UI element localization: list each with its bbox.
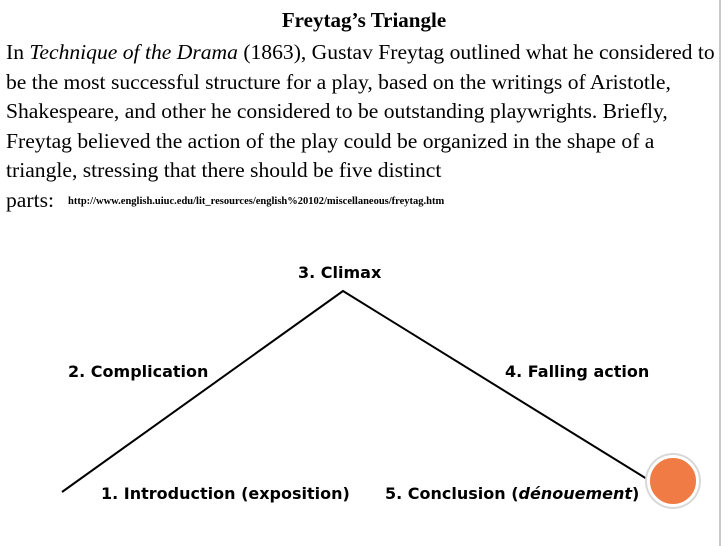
triangle-lines [62,291,668,492]
label-complication: 2. Complication [68,362,209,381]
conclusion-suffix: ) [632,484,640,503]
label-falling-action: 4. Falling action [505,362,650,381]
accent-circle-decoration [647,455,699,507]
label-conclusion [385,484,639,503]
intro-prefix: In [6,40,30,64]
conclusion-term: dénouement [518,484,633,503]
conclusion-prefix: 5. Conclusion ( [385,484,519,503]
label-introduction: 1. Introduction (exposition) [101,484,350,503]
slide-title: Freytag’s Triangle [281,8,447,32]
label-climax: 3. Climax [298,263,382,282]
source-url: http://www.english.uiuc.edu/lit_resources/english%20102/miscellaneous/freytag.htm [67,195,445,207]
work-title: Technique of the Drama [29,40,238,64]
intro-body: (1863), Gustav Freytag outlined what he considered to be the most successful structure for a play, based on the writings of Aristotle, Shakespeare, and other he considered to be outstanding playwrights. Briefly, Freytag believed the action of the play could be organized in the shape of a triangle, stressing that there should be five distinct parts: [6,40,715,212]
